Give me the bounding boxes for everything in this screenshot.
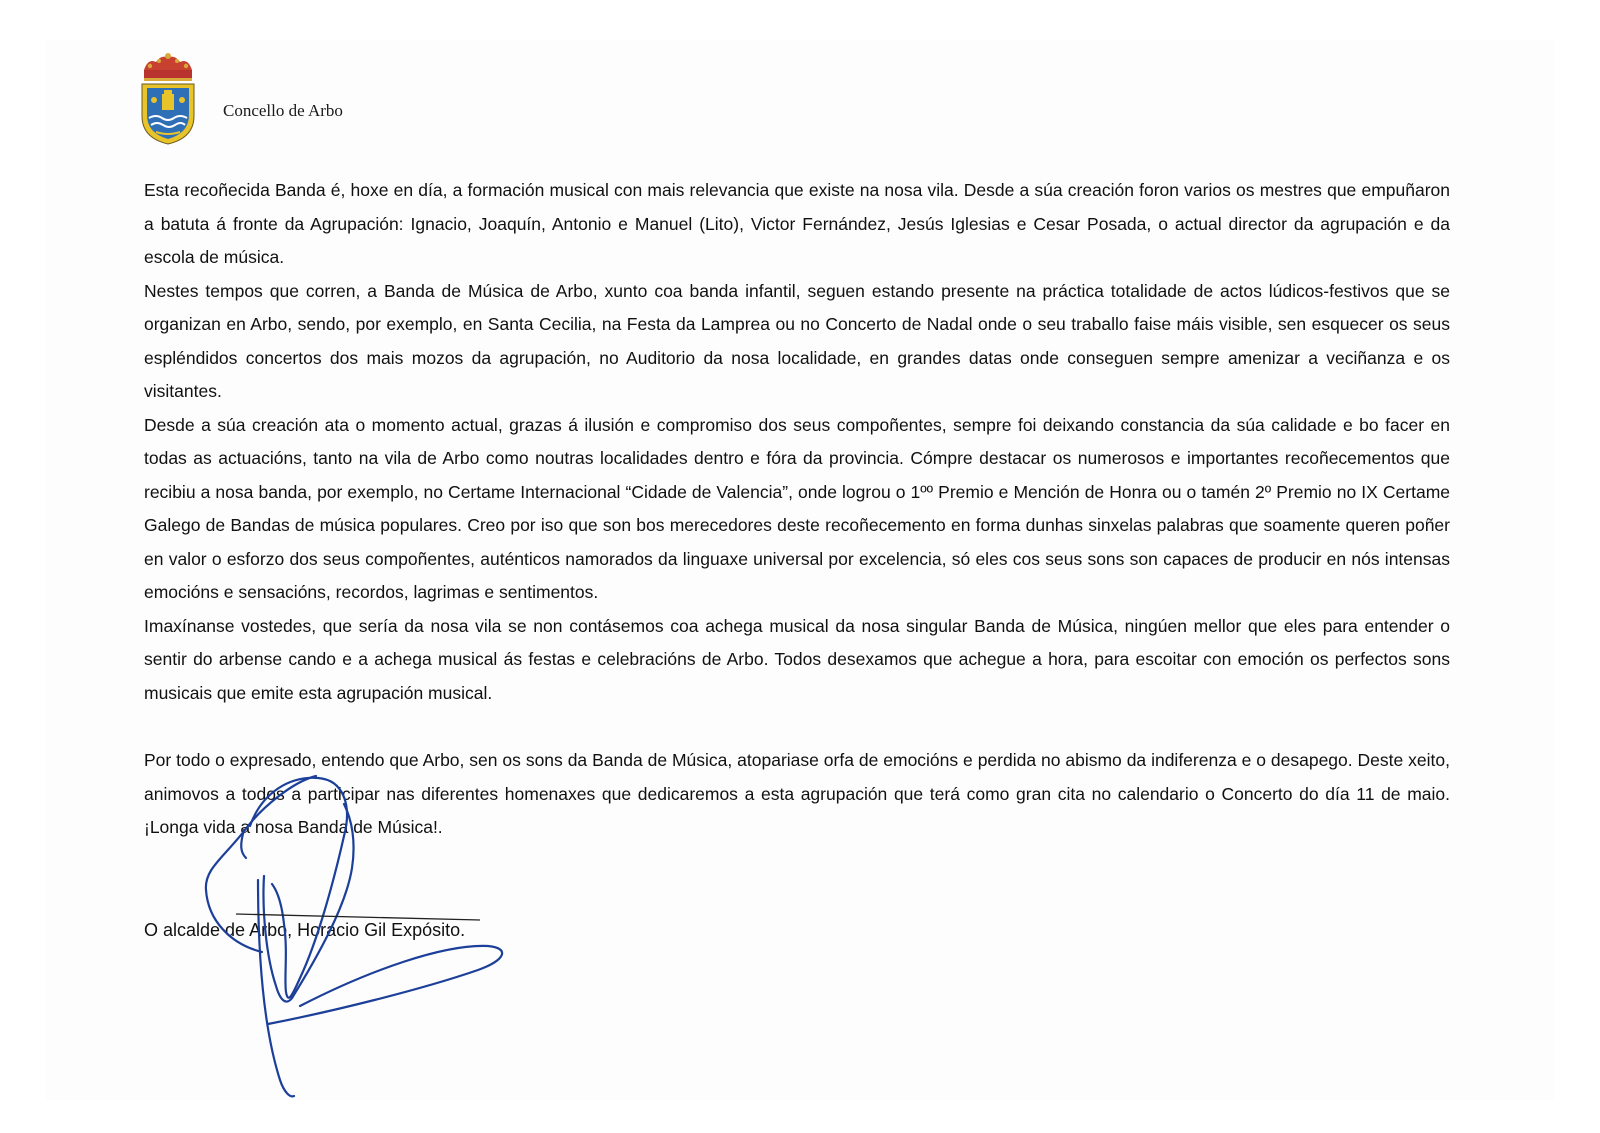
paragraph: Imaxínanse vostedes, que sería da nosa vila se non contásemos coa achega musical da nosa singular Banda de Música, ningúen mellor que eles para entender o sentir do arbense cando e a achega musical ás festas e celebracións de Arbo. Todos desexamos que achegue a hora, para escoitar con emoción os perfectos sons musicais que emite esta agrupación musical. bbox=[144, 615, 1450, 703]
paragraph: Esta recoñecida Banda é, hoxe en día, a formación musical con mais relevancia que existe na nosa vila. Desde a súa creación foron varios os mestres que empuñaron a batuta á fronte da Agrupación: Ignacio, Joaquín, Antonio e Manuel (Lito), Victor Fernández, Jesús Iglesias e Cesar Posada, o actual director da agrupación e da escola de música. bbox=[144, 180, 1450, 267]
council-name: Concello de Arbo bbox=[223, 101, 343, 120]
signature-line: O alcalde de Arbo, Horacio Gil Expósito. bbox=[144, 920, 466, 940]
paragraph: Desde a súa creación ata o momento actual, grazas á ilusión e compromiso dos seus compoñentes, sempre foi deixando constancia da súa calidade e bo facer en todas as actuacións, tanto na vila de Arbo como noutras localidades dentro e fóra da provincia. Cómpre destacar os numerosos e importantes recoñecementos que recibiu a nosa banda, por exemplo, no Certame Internacional “Cidade de Valencia”, onde logrou o 1ºº Premio e Mención de Honra ou o tamén 2º Premio no IX Certame Galego de Bandas de música populares. Creo por iso que son bos merecedores deste recoñecemento en forma dunhas sinxelas palabras que soamente queren poñer en valor o esforzo dos seus compoñentes, auténticos namorados da linguaxe universal por excelencia, só eles cos seus sons son capaces de producir en nós intensas emocións e sensacións, recordos, lagrimas e sentimentos. bbox=[144, 414, 1450, 602]
paragraph: Por todo o expresado, entendo que Arbo, sen os sons da Banda de Música, atopariase orfa de emocións e perdida no abismo da indiferenza e o desapego. Deste xeito, animovos a todos a participar nas diferentes homenaxes que dedicaremos a esta agrupación que terá como gran cita no calendario o Concerto do día 11 de maio. ¡Longa vida a nosa Banda de Música!. bbox=[144, 750, 1450, 837]
letter-body bbox=[144, 174, 1450, 845]
coat-of-arms-icon bbox=[136, 52, 200, 146]
paragraph: Nestes tempos que corren, a Banda de Música de Arbo, xunto coa banda infantil, seguen estando presente na práctica totalidade de actos lúdicos-festivos que se organizan en Arbo, sendo, por exemplo, en Santa Cecilia, na Festa da Lamprea ou no Concerto de Nadal onde o seu traballo faise máis visible, sen esquecer os seus espléndidos concertos dos mais mozos da agrupación, no Auditorio da nosa localidade, en grandes datas onde conseguen sempre amenizar a veciñanza e os visitantes. bbox=[144, 280, 1450, 401]
